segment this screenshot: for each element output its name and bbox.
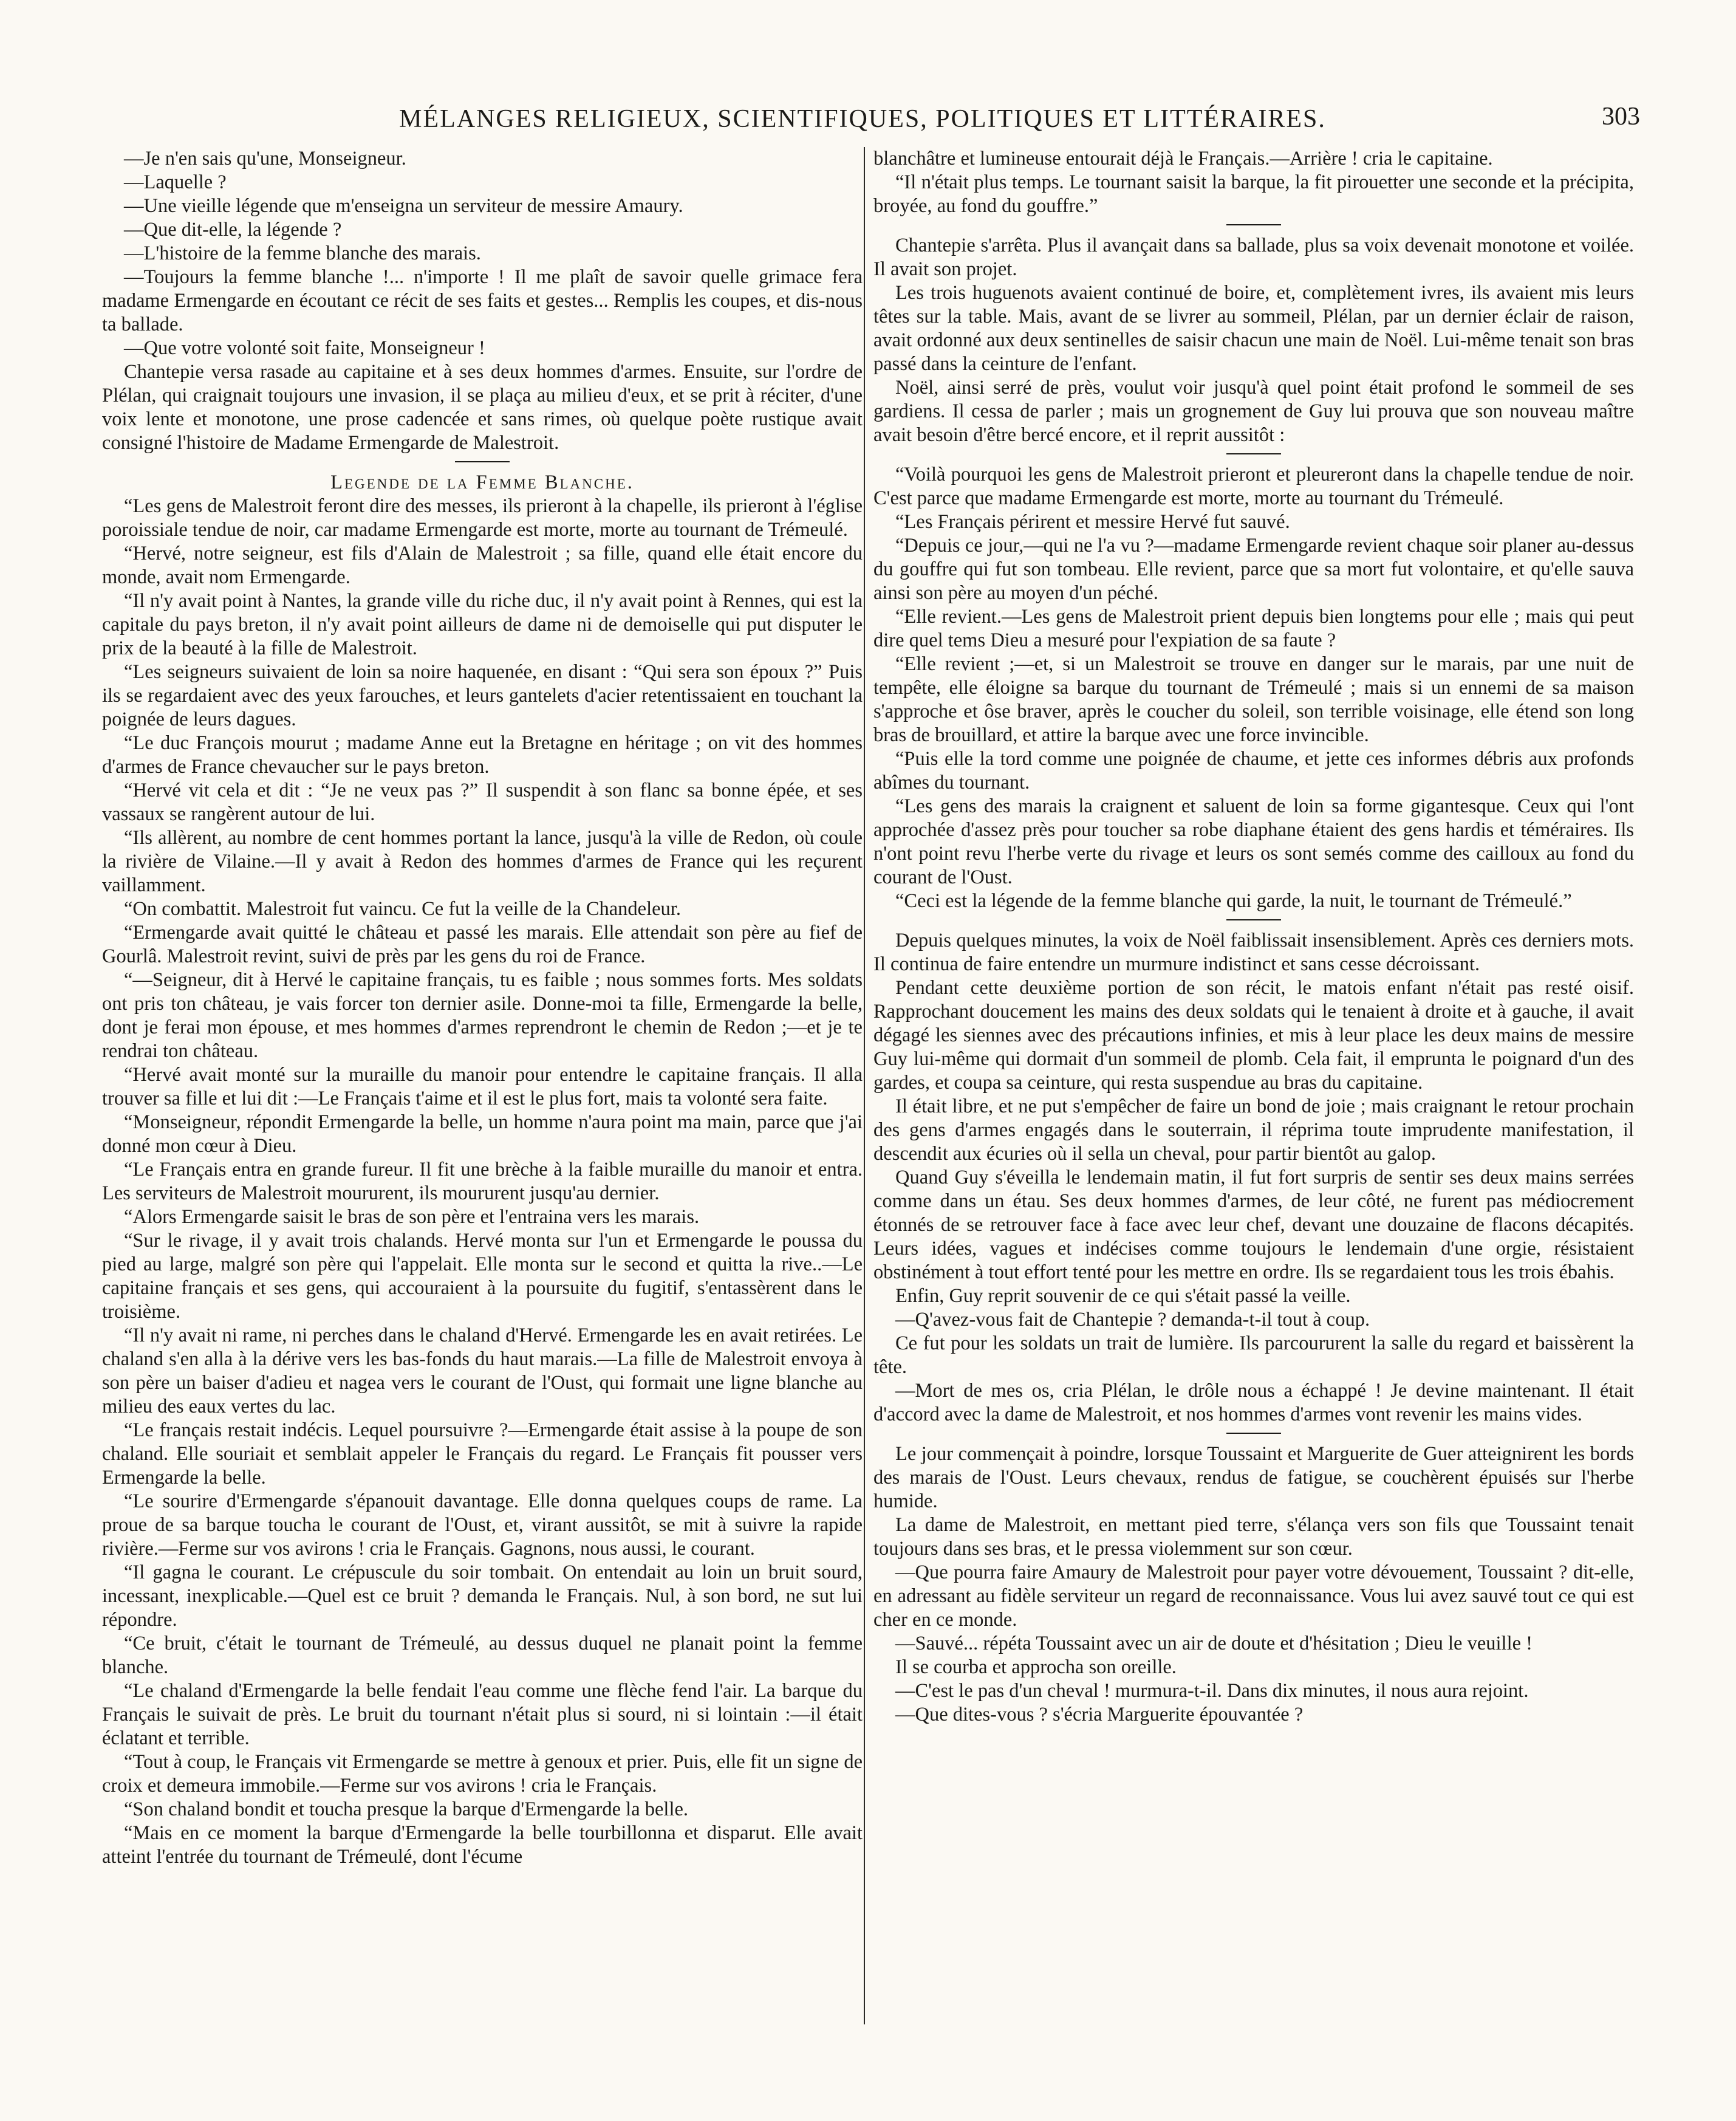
paragraph: “Sur le rivage, il y avait trois chalands. Hervé monta sur l'un et Ermengarde le poussa du pied au large, malgré son père qui l'appelait. Elle monta sur le second et quitta la rive..—Le capitaine français et ses gens, qui accouraient à la poursuite du fugitif, s'entassèrent dans le troisième. [102, 1230, 863, 1323]
section-divider [1226, 1433, 1281, 1434]
paragraph: Il se courba et approcha son oreille. [895, 1656, 1177, 1678]
paragraph: —Mort de mes os, cria Plélan, le drôle nous a échappé ! Je devine maintenant. Il était d'accord avec la dame de Malestroit, et nos hommes d'armes vont revenir les mains vides. [873, 1380, 1634, 1425]
paragraph: Le jour commençait à poindre, lorsque Toussaint et Marguerite de Guer atteignirent les bords des marais de l'Oust. Leurs chevaux, rendus de fatigue, se couchèrent épuisés sur l'herbe humide. [873, 1443, 1634, 1512]
paragraph: —Toujours la femme blanche !... n'importe ! Il me plaît de savoir quelle grimace fera madame Ermengarde en écoutant ce récit de ses faits et gestes... Remplis les coupes, et dis-nous ta ballade. [102, 266, 863, 335]
paragraph: “Alors Ermengarde saisit le bras de son père et l'entraina vers les marais. [124, 1206, 700, 1228]
paragraph: “Ce bruit, c'était le tournant de Trémeulé, au dessus duquel ne planait point la femme blanche. [102, 1633, 863, 1678]
paragraph: “Il n'y avait point à Nantes, la grande ville du riche duc, il n'y avait point à Rennes, qui est la capitale du pays breton, il n'y avait point ailleurs de dame ni de demoiselle qui put disputer le prix de la beauté à la fille de Malestroit. [102, 590, 863, 659]
paragraph: “Hervé, notre seigneur, est fils d'Alain de Malestroit ; sa fille, quand elle était encore du monde, avait nom Ermengarde. [102, 543, 863, 588]
paragraph: —Je n'en sais qu'une, Monseigneur. [124, 148, 406, 170]
paragraph: Quand Guy s'éveilla le lendemain matin, il fut fort surpris de sentir ses deux mains serrées comme dans un étau. Ses deux hommes d'armes, de leur côté, ne furent pas médiocrement étonnés de se retrouver face à face avec leur chef, devant une douzaine de flacons décapités. Leurs idées, vagues et indécises comme toujours le lendemain d'une orgie, résistaient obstinément à tout effort tenté pour les mettre en ordre. Ils se regardaient tous les trois ébahis. [873, 1167, 1634, 1283]
paragraph: Ce fut pour les soldats un trait de lumière. Ils parcoururent la salle du regard et baissèrent la tête. [873, 1332, 1634, 1378]
paragraph: —Que dit-elle, la légende ? [124, 219, 342, 241]
paragraph: “Le sourire d'Ermengarde s'épanouit davantage. Elle donna quelques coups de rame. La proue de sa barque toucha le courant de l'Oust, et, virant aussitôt, se mit à suivre la rapide rivière.—Ferme sur vos avirons ! cria le Français. Gagnons, nous aussi, le courant. [102, 1490, 863, 1560]
paragraph: blanchâtre et lumineuse entourait déjà le Français.—Arrière ! cria le capitaine. [873, 148, 1493, 170]
paragraph: Pendant cette deuxième portion de son récit, le matois enfant n'était pas resté oisif. Rapprochant doucement les mains des deux soldats qui le tenaient à droite et à gauche, il avait dégagé les siennes avec des précautions infinies, et mis à leur place les deux mains de messire Guy lui-même qui dormait d'un sommeil de plomb. Cela fait, il emprunta le poignard d'un des gardes, et coupa sa ceinture, qui resta suspendue au bras du capitaine. [873, 977, 1634, 1094]
paragraph: “Le Français entra en grande fureur. Il fit une brèche à la faible muraille du manoir et entra. Les serviteurs de Malestroit moururent, ils moururent jusqu'au dernier. [102, 1159, 863, 1204]
paragraph: —Q'avez-vous fait de Chantepie ? demanda-t-il tout à coup. [895, 1309, 1370, 1331]
right-column [873, 147, 1634, 2043]
paragraph: “Le français restait indécis. Lequel poursuivre ?—Ermengarde était assise à la poupe de son chaland. Elle souriait et semblait appeler le Français du regard. Le Français fit pousser vers Ermengarde la belle. [102, 1419, 863, 1489]
paragraph: “Ermengarde avait quitté le château et passé les marais. Elle attendait son père au fief de Gourlâ. Malestroit revint, suivi de près par les gens du roi de France. [102, 922, 863, 967]
paragraph: —Laquelle ? [124, 171, 227, 193]
paragraph: Il était libre, et ne put s'empêcher de faire un bond de joie ; mais craignant le retour prochain des gens d'armes engagés dans le souterrain, il réprima toute imprudente manifestation, il descendit aux écuries où il sella un cheval, pour partir bientôt au galop. [873, 1095, 1634, 1165]
left-column [102, 147, 863, 2043]
paragraph: Chantepie s'arrêta. Plus il avançait dans sa ballade, plus sa voix devenait monotone et voilée. Il avait son projet. [873, 235, 1634, 280]
paragraph: “Les seigneurs suivaient de loin sa noire haquenée, en disant : “Qui sera son époux ?” Puis ils se regardaient avec des yeux farouches, et leurs gantelets d'acier retentissaient en touchant la poignée de leurs dagues. [102, 661, 863, 730]
paragraph: “Mais en ce moment la barque d'Ermengarde la belle tourbillonna et disparut. Elle avait atteint l'entrée du tournant de Trémeulé, dont l'écume [102, 1822, 863, 1868]
paragraph: “Voilà pourquoi les gens de Malestroit prieront et pleureront dans la chapelle tendue de noir. C'est parce que madame Ermengarde est morte, morte au tournant du Trémeulé. [873, 464, 1634, 509]
paragraph: “Il gagna le courant. Le crépuscule du soir tombait. On entendait au loin un bruit sourd, incessant, inexplicable.—Quel est ce bruit ? demanda le Français. Nul, à son bord, ne sut lui répondre. [102, 1561, 863, 1631]
paragraph: Les trois huguenots avaient continué de boire, et, complètement ivres, ils avaient mis leurs têtes sur la table. Mais, avant de se livrer au sommeil, Plélan, par un dernier éclair de raison, avait ordonné aux deux sentinelles de saisir chacun une main de Noël. Lui-même tenait son bras passé dans la ceinture de l'enfant. [873, 282, 1634, 375]
paragraph: “Ceci est la légende de la femme blanche qui garde, la nuit, le tournant de Trémeulé.” [895, 890, 1572, 912]
paragraph: “Hervé avait monté sur la muraille du manoir pour entendre le capitaine français. Il alla trouver sa fille et lui dit :—Le Français t'aime et il est le plus fort, mais ta volonté sera faite. [102, 1064, 863, 1109]
paragraph: “Les gens de Malestroit feront dire des messes, ils prieront à la chapelle, ils prieront à l'église poroissiale tendue de noir, car madame Ermengarde est morte, morte au tournant de Trémeulé. [102, 495, 863, 541]
paragraph: “Hervé vit cela et dit : “Je ne veux pas ?” Il suspendit à son flanc sa bonne épée, et ses vassaux se rangèrent autour de lui. [102, 780, 863, 825]
section-divider [455, 461, 510, 462]
paragraph: —Une vieille légende que m'enseigna un serviteur de messire Amaury. [124, 195, 683, 217]
paragraph: “Elle revient.—Les gens de Malestroit prient depuis bien longtems pour elle ; mais qui peut dire quel tems Dieu a mesuré pour l'expiation de sa faute ? [873, 606, 1634, 651]
paragraph: —Que dites-vous ? s'écria Marguerite épouvantée ? [895, 1704, 1304, 1725]
paragraph: “Il n'était plus temps. Le tournant saisit la barque, la fit pirouetter une seconde et la précipita, broyée, au fond du gouffre.” [873, 171, 1634, 217]
paragraph: “Son chaland bondit et toucha presque la barque d'Ermengarde la belle. [124, 1798, 689, 1820]
paragraph: —C'est le pas d'un cheval ! murmura-t-il. Dans dix minutes, il nous aura rejoint. [895, 1680, 1529, 1702]
paragraph: —L'histoire de la femme blanche des marais. [124, 242, 481, 264]
paragraph: “Le duc François mourut ; madame Anne eut la Bretagne en héritage ; on vit des hommes d'armes de France chevaucher sur le pays breton. [102, 732, 863, 778]
paragraph: “On combattit. Malestroit fut vaincu. Ce fut la veille de la Chandeleur. [124, 898, 681, 920]
page-header [85, 102, 1640, 139]
paragraph: Depuis quelques minutes, la voix de Noël faiblissait insensiblement. Après ces derniers mots. Il continua de faire entendre un murmure indistinct et sans cesse décroissant. [873, 930, 1634, 975]
paragraph: “Les Français périrent et messire Hervé fut sauvé. [895, 511, 1290, 533]
section-title: Legende de la Femme Blanche. [330, 471, 634, 493]
paragraph: “Le chaland d'Ermengarde la belle fendait l'eau comme une flèche fend l'air. La barque du Français le suivait de près. Le bruit du tournant n'était plus si sourd, ni si lointain :—il était éclatant et terrible. [102, 1680, 863, 1749]
paragraph: La dame de Malestroit, en mettant pied terre, s'élança vers son fils que Toussaint tenait toujours dans ses bras, et le pressa violemment sur son cœur. [873, 1514, 1634, 1560]
paragraph: Enfin, Guy reprit souvenir de ce qui s'était passé la veille. [895, 1285, 1351, 1307]
paragraph: “Il n'y avait ni rame, ni perches dans le chaland d'Hervé. Ermengarde les en avait retirées. Le chaland s'en alla à la dérive vers les bas-fonds du haut marais.—La fille de Malestroit envoya à son père un baiser d'adieu et nagea vers le courant de l'Oust, qui formait une ligne blanche au milieu des eaux vertes du lac. [102, 1324, 863, 1417]
paragraph: Chantepie versa rasade au capitaine et à ses deux hommes d'armes. Ensuite, sur l'ordre de Plélan, qui craignait toujours une invasion, il se plaça au milieu d'eux, et se prit à réciter, d'une voix lente et monotone, une prose cadencée et sans rimes, où quelque poète rustique avait consigné l'histoire de Madame Ermengarde de Malestroit. [102, 361, 863, 454]
paragraph: “Elle revient ;—et, si un Malestroit se trouve en danger sur le marais, par une nuit de tempête, elle éloigne sa barque du tournant de Trémeulé ; mais si un ennemi de sa maison s'approche et ôse braver, après le coucher du soleil, son terrible voisinage, elle étend son long bras de brouillard, et attire la barque avec une force invincible. [873, 653, 1634, 746]
column-divider [864, 147, 865, 2024]
paragraph: “Tout à coup, le Français vit Ermengarde se mettre à genoux et prier. Puis, elle fit un signe de croix et demeura immobile.—Ferme sur vos avirons ! cria le Français. [102, 1751, 863, 1797]
section-divider [1226, 224, 1281, 225]
paragraph: “—Seigneur, dit à Hervé le capitaine français, tu es faible ; nous sommes forts. Mes soldats ont pris ton château, je vais forcer ton dernier asile. Donne-moi ta fille, Ermengarde la belle, dont je ferai mon épouse, et mes hommes d'armes reprendront le chemin de Redon ;—et je te rendrai ton château. [102, 969, 863, 1062]
paragraph: —Que votre volonté soit faite, Monseigneur ! [124, 337, 485, 359]
paragraph: “Les gens des marais la craignent et saluent de loin sa forme gigantesque. Ceux qui l'ont approchée d'assez près pour toucher sa robe diaphane étaient des gens hardis et téméraires. Ils n'ont point revu l'herbe verte du rivage et leurs os sont semés comme des cailloux au fond du courant de l'Oust. [873, 795, 1634, 888]
paragraph: “Monseigneur, répondit Ermengarde la belle, un homme n'aura point ma main, parce que j'ai donné mon cœur à Dieu. [102, 1111, 863, 1157]
paragraph: —Que pourra faire Amaury de Malestroit pour payer votre dévouement, Toussaint ? dit-elle, en adressant au fidèle serviteur un regard de reconnaissance. Vous lui avez sauvé tout ce qui est cher en ce monde. [873, 1561, 1634, 1631]
paragraph: —Sauvé... répéta Toussaint avec un air de doute et d'hésitation ; Dieu le veuille ! [895, 1633, 1533, 1654]
paragraph: “Ils allèrent, au nombre de cent hommes portant la lance, jusqu'à la ville de Redon, où coule la rivière de Vilaine.—Il y avait à Redon des hommes d'armes de France qui les reçurent vaillamment. [102, 827, 863, 896]
page-number: 303 [1602, 103, 1640, 131]
section-divider [1226, 919, 1281, 920]
paragraph: “Puis elle la tord comme une poignée de chaume, et jette ces informes débris aux profonds abîmes du tournant. [873, 748, 1634, 793]
section-divider [1226, 453, 1281, 454]
paragraph: Noël, ainsi serré de près, voulut voir jusqu'à quel point était profond le sommeil de ses gardiens. Il cessa de parler ; mais un grognement de Guy lui prouva que son nouveau maître avait besoin d'être bercé encore, et il reprit aussitôt : [873, 377, 1634, 446]
paragraph: “Depuis ce jour,—qui ne l'a vu ?—madame Ermengarde revient chaque soir planer au-dessus du gouffre qui fut son tombeau. Elle revient, parce que sa mort fut volontaire, et qu'elle sauva ainsi son père au moyen d'un péché. [873, 535, 1634, 604]
page-title: MÉLANGES RELIGIEUX, SCIENTIFIQUES, POLITIQUES ET LITTÉRAIRES. [399, 105, 1326, 133]
